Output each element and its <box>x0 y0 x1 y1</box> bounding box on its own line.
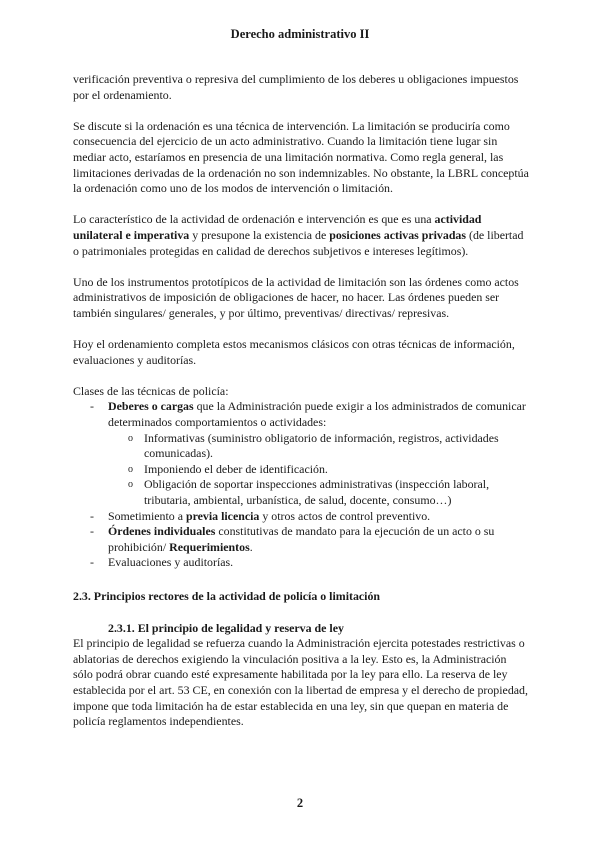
paragraph: Se discute si la ordenación es una técnica de intervención. La limitación se produciría como consecuencia del ejercicio de un acto administrativo. Cuando la limitación tiene lugar sin mediar acto, estaríamos en presencia de una limitación normativa. Como regla general, las limitaciones derivadas de la ordenación no son indemnizables. No obstante, la LBRL conceptúa la ordenación como uno de los modos de intervención o limitación. <box>73 118 529 196</box>
paragraph: Clases de las técnicas de policía: <box>73 383 229 398</box>
text-run: Imponiendo el deber de identificación. <box>144 461 328 476</box>
text-run: Sometimiento a <box>108 508 186 523</box>
section-heading: 2.3. Principios rectores de la actividad de policía o limitación <box>73 589 381 603</box>
bold-text: Órdenes individuales <box>108 524 216 539</box>
sub-list-item <box>73 477 529 508</box>
text-run: (de libertad o patrimoniales protegidas en calidad de derechos subjetivos e intereses legítimos). <box>73 227 524 258</box>
bold-text: Deberes o cargas <box>108 399 194 414</box>
page-header-title: Derecho administrativo II <box>230 27 370 41</box>
paragraph: Hoy el ordenamiento completa estos mecanismos clásicos con otras técnicas de información, evaluaciones y auditorías. <box>73 337 515 367</box>
bold-text: previa licencia <box>185 508 260 523</box>
paragraph: Uno de los instrumentos prototípicos de la actividad de limitación son las órdenes como actos administrativos de imposición de obligaciones de hacer, no hacer. Las órdenes pueden ser también singulares/ generales, y por último, preventivas/ directivas/ represivas. <box>73 274 519 320</box>
text-run: Lo característico de la actividad de ordenación e intervención es que es una <box>73 212 435 227</box>
dash-bullet: - <box>90 508 94 523</box>
circle-bullet: o <box>128 479 133 491</box>
text-run: y presupone la existencia de <box>189 227 330 242</box>
sub-list-item <box>73 462 529 478</box>
circle-bullet: o <box>128 463 133 475</box>
list-item <box>73 555 529 571</box>
bold-text: posiciones activas privadas <box>329 227 467 242</box>
page-content <box>73 72 529 745</box>
text-run: constitutivas de mandato para la ejecución de un acto o su prohibición/ <box>108 524 495 554</box>
sub-list <box>108 431 529 509</box>
page-number: 2 <box>296 796 304 810</box>
dash-bullet: - <box>90 555 94 570</box>
paragraph: verificación preventiva o represiva del cumplimiento de los deberes u obligaciones impuestos por el ordenamiento. <box>73 72 519 102</box>
bold-text: actividad unilateral e imperativa <box>73 212 482 242</box>
list-item <box>73 524 529 555</box>
paragraph: El principio de legalidad se refuerza cuando la Administración ejercita potestades restrictivas o ablatorias de derechos exigiendo la vinculación positiva a la ley. Esto es, la Administración sólo podrá obrar cuando esté expresamente habilitada por la ley para ello. La reserva de ley establecida por el art. 53 CE, en conexión con la libertad de empresa y el derecho de propiedad, impone que toda limitación ha de estar establecida en una ley, sin que quepan en materia de policía reglamentos independientes. <box>73 636 528 729</box>
dash-bullet: - <box>90 399 94 414</box>
sub-list-item <box>73 431 529 462</box>
police-techniques-list <box>73 399 529 571</box>
circle-bullet: o <box>128 432 133 444</box>
text-run: que la Administración puede exigir a los administrados de comunicar determinados comportamientos o actividades: <box>108 399 526 430</box>
text-run: Informativas (suministro obligatorio de información, registros, actividades comunicadas). <box>144 430 499 461</box>
list-item <box>73 509 529 525</box>
text-run: Obligación de soportar inspecciones administrativas (inspección laboral, tributaria, ambiental, urbanística, de salud, docente, consumo…) <box>144 477 490 508</box>
text-run: Evaluaciones y auditorías. <box>108 555 234 570</box>
paragraph <box>73 212 529 259</box>
text-run: y otros actos de control preventivo. <box>259 508 431 523</box>
bold-text: Requerimientos <box>169 539 250 554</box>
text-run: . <box>249 539 253 554</box>
dash-bullet: - <box>90 524 94 539</box>
list-item <box>73 399 529 508</box>
subsection-heading: 2.3.1. El principio de legalidad y reserva de ley <box>108 620 344 635</box>
